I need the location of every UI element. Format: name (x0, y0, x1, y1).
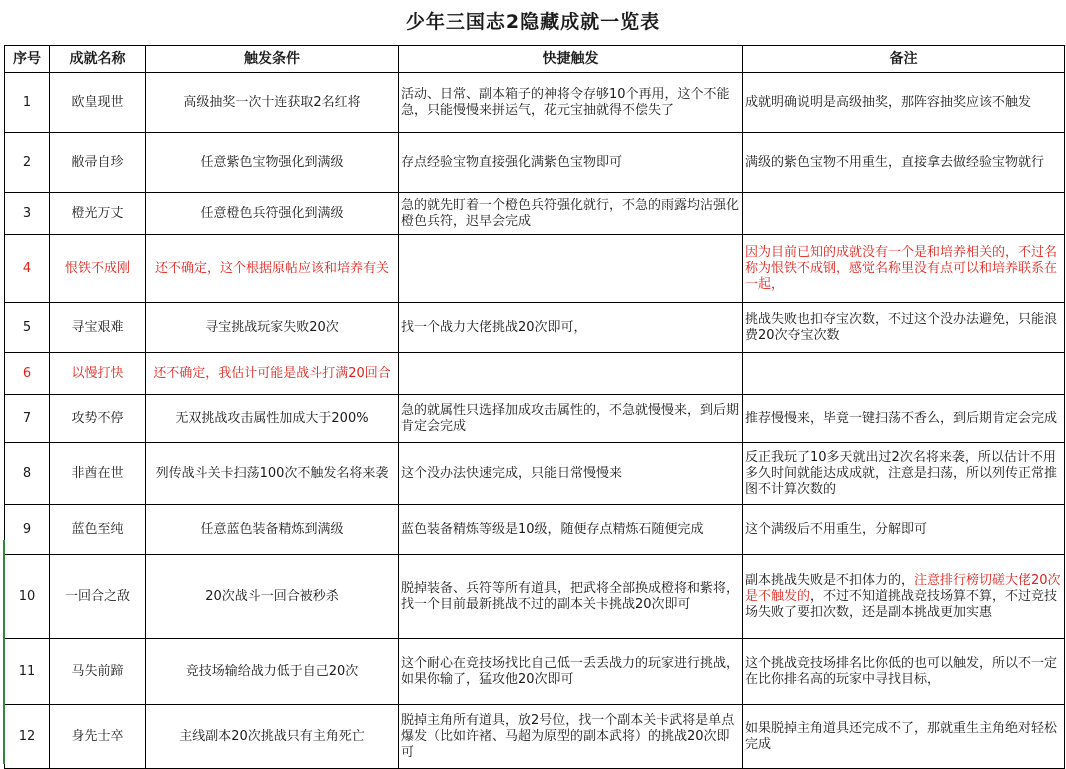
selection-edge-marker (3, 540, 5, 764)
achievement-name-cell[interactable]: 蓝色至纯 (50, 505, 146, 555)
note-text (745, 721, 1062, 753)
note-text (745, 245, 1062, 293)
row-index-cell[interactable]: 10 (5, 555, 50, 639)
table-row (5, 705, 1065, 769)
note-cell[interactable] (743, 505, 1065, 555)
trigger-condition-cell[interactable] (146, 235, 399, 303)
quick-trigger-cell[interactable] (399, 705, 743, 769)
trigger-condition-cell[interactable] (146, 639, 399, 705)
quick-trigger-text: 这个没办法快速完成，只能日常慢慢来 (401, 465, 623, 481)
note-text (745, 450, 1062, 498)
trigger-condition-cell[interactable] (146, 555, 399, 639)
note-cell[interactable] (743, 73, 1065, 133)
quick-trigger-text: 存点经验宝物直接强化满紫色宝物即可 (401, 154, 623, 170)
trigger-text: 还不确定，我估计可能是战斗打满20回合 (153, 365, 391, 381)
note-cell[interactable] (743, 555, 1065, 639)
trigger-text: 竞技场输给战力低于自己20次 (185, 663, 359, 679)
row-index-cell[interactable]: 8 (5, 443, 50, 505)
row-index-cell[interactable]: 6 (5, 353, 50, 395)
note-text (745, 312, 1062, 344)
quick-trigger-cell[interactable] (399, 443, 743, 505)
trigger-text: 列传战斗关卡扫荡100次不触发名将来袭 (155, 465, 389, 481)
trigger-text: 还不确定，这个根据原帖应该和培养有关 (154, 260, 389, 276)
trigger-condition-cell[interactable] (146, 133, 399, 193)
achievement-table (4, 45, 1065, 769)
quick-trigger-text: 活动、日常、副本箱子的神将令存够10个再用，这个不能急，只能慢慢来拼运气，花元宝抽就得不偿失了 (401, 86, 730, 118)
note-text-part: 满级的紫色宝物不用重生，直接拿去做经验宝物就行 (745, 154, 1045, 170)
trigger-condition-cell[interactable] (146, 353, 399, 395)
achievement-name-cell[interactable]: 非酋在世 (50, 443, 146, 505)
row-index-cell[interactable]: 3 (5, 193, 50, 235)
trigger-condition-cell[interactable] (146, 73, 399, 133)
achievement-name-cell[interactable]: 寻宝艰难 (50, 303, 146, 353)
achievement-name-cell[interactable]: 以慢打快 (50, 353, 146, 395)
note-cell[interactable] (743, 443, 1065, 505)
trigger-condition-cell[interactable] (146, 395, 399, 443)
trigger-text: 高级抽奖一次十连获取2名红将 (183, 94, 361, 110)
quick-trigger-cell[interactable] (399, 73, 743, 133)
achievement-name-cell[interactable]: 敝帚自珍 (50, 133, 146, 193)
note-cell[interactable] (743, 705, 1065, 769)
note-cell[interactable] (743, 639, 1065, 705)
achievement-name-cell[interactable]: 身先士卒 (50, 705, 146, 769)
achievement-name-cell[interactable]: 马失前蹄 (50, 639, 146, 705)
quick-trigger-cell[interactable] (399, 505, 743, 555)
note-text (745, 411, 1062, 427)
quick-trigger-cell[interactable] (399, 303, 743, 353)
quick-trigger-cell[interactable] (399, 639, 743, 705)
table-row (5, 73, 1065, 133)
note-cell[interactable] (743, 133, 1065, 193)
quick-trigger-text: 急的就属性只选择加成攻击属性的，不急就慢慢来，到后期肯定会完成 (401, 402, 740, 434)
note-cell[interactable] (743, 303, 1065, 353)
note-cell[interactable] (743, 193, 1065, 235)
trigger-text: 20次战斗一回合被秒杀 (205, 588, 339, 604)
quick-trigger-cell[interactable] (399, 193, 743, 235)
achievement-name-cell[interactable]: 欧皇现世 (50, 73, 146, 133)
trigger-condition-cell[interactable] (146, 705, 399, 769)
trigger-condition-cell[interactable] (146, 505, 399, 555)
note-cell[interactable] (743, 235, 1065, 303)
trigger-text: 任意橙色兵符强化到满级 (200, 205, 344, 221)
row-index-cell[interactable]: 1 (5, 73, 50, 133)
quick-trigger-cell[interactable] (399, 353, 743, 395)
table-row (5, 395, 1065, 443)
row-index-cell[interactable]: 4 (5, 235, 50, 303)
quick-trigger-cell[interactable] (399, 133, 743, 193)
table-header-row (5, 46, 1065, 73)
achievement-name-cell[interactable]: 恨铁不成刚 (50, 235, 146, 303)
quick-trigger-text: 找一个战力大佬挑战20次即可， (401, 319, 587, 335)
note-text-part: 成就明确说明是高级抽奖，那阵容抽奖应该不触发 (745, 94, 1032, 110)
achievement-name-cell[interactable]: 橙光万丈 (50, 193, 146, 235)
table-row (5, 443, 1065, 505)
note-text-part: 这个挑战竞技场排名比你低的也可以触发，所以不一定在比你排名高的玩家中寻找目标， (745, 655, 1058, 687)
note-text (745, 95, 1062, 111)
sheet-title: 少年三国志2隐藏成就一览表 (405, 11, 661, 33)
note-text-part: 因为目前已知的成就没有一个是和培养相关的，不过名称为恨铁不成钢，感觉名称里没有点可以和培养联系在一起， (745, 244, 1058, 292)
quick-trigger-text: 脱掉装备、兵符等所有道具，把武将全部换成橙将和紫将，找一个目前最新挑战不过的副本关卡挑战20次即可 (401, 580, 740, 612)
quick-trigger-text: 急的就先盯着一个橙色兵符强化就行，不急的雨露均沾强化橙色兵符，迟早会完成 (401, 197, 740, 229)
quick-trigger-text: 蓝色装备精炼等级是10级，随便存点精炼石随便完成 (401, 521, 704, 537)
trigger-condition-cell[interactable] (146, 303, 399, 353)
note-text-part: 如果脱掉主角道具还完成不了，那就重生主角绝对轻松完成 (745, 720, 1058, 752)
row-index-cell[interactable]: 9 (5, 505, 50, 555)
header-quick[interactable]: 快捷触发 (399, 46, 743, 73)
quick-trigger-text: 这个耐心在竞技场找比自己低一丢丢战力的玩家进行挑战，如果你输了，猛攻他20次即可 (401, 655, 740, 687)
note-text-part: 这个满级后不用重生，分解即可 (745, 521, 928, 537)
note-text (745, 522, 1062, 538)
table-row (5, 639, 1065, 705)
header-note[interactable]: 备注 (743, 46, 1065, 73)
note-text-part: 挑战失败也扣夺宝次数，不过这个没办法避免，只能浪费20次夺宝次数 (745, 311, 1058, 343)
row-index-cell[interactable]: 7 (5, 395, 50, 443)
table-row (5, 353, 1065, 395)
trigger-text: 寻宝挑战玩家失败20次 (205, 319, 339, 335)
trigger-condition-cell[interactable] (146, 443, 399, 505)
note-text-part: ，不过不知道挑战竞技场算不算，不过竞技场失败了要扣次数，还是副本挑战更加实惠 (745, 588, 1058, 620)
table-row (5, 555, 1065, 639)
quick-trigger-cell[interactable] (399, 555, 743, 639)
trigger-text: 任意蓝色装备精炼到满级 (200, 521, 344, 537)
note-text-part: 推荐慢慢来，毕竟一键扫荡不香么，到后期肯定会完成 (745, 410, 1058, 426)
trigger-text: 主线副本20次挑战只有主角死亡 (179, 728, 365, 744)
note-text-part: 反正我玩了10多天就出过2次名将来袭，所以估计不用多久时间就能达成成就，注意是扫荡，所以列传正常推图不计算次数的 (745, 449, 1058, 497)
note-highlight-text: 注意排行榜切磋大佬20次是不触发的 (745, 572, 1061, 604)
row-index-cell[interactable]: 5 (5, 303, 50, 353)
trigger-text: 任意紫色宝物强化到满级 (200, 154, 344, 170)
achievement-name-cell[interactable]: 攻势不停 (50, 395, 146, 443)
header-name[interactable]: 成就名称 (50, 46, 146, 73)
table-row (5, 235, 1065, 303)
row-index-cell[interactable]: 2 (5, 133, 50, 193)
table-row (5, 303, 1065, 353)
note-text-part: 副本挑战失败是不扣体力的， (745, 572, 915, 588)
note-text (745, 656, 1062, 688)
note-text (745, 573, 1062, 621)
note-cell[interactable] (743, 395, 1065, 443)
trigger-condition-cell[interactable] (146, 193, 399, 235)
header-index[interactable]: 序号 (5, 46, 50, 73)
row-index-cell[interactable]: 12 (5, 705, 50, 769)
table-row (5, 505, 1065, 555)
quick-trigger-text: 脱掉主角所有道具，放2号位，找一个副本关卡武将是单点爆发（比如许褚、马超为原型的副本武将）的挑战20次即可 (401, 712, 735, 760)
table-row (5, 133, 1065, 193)
trigger-text: 无双挑战攻击属性加成大于200% (175, 410, 369, 426)
row-index-cell[interactable]: 11 (5, 639, 50, 705)
achievement-name-cell[interactable]: 一回合之敌 (50, 555, 146, 639)
quick-trigger-cell[interactable] (399, 395, 743, 443)
header-trigger[interactable]: 触发条件 (146, 46, 399, 73)
table-row (5, 193, 1065, 235)
note-text (745, 155, 1062, 171)
note-cell[interactable] (743, 353, 1065, 395)
quick-trigger-cell[interactable] (399, 235, 743, 303)
